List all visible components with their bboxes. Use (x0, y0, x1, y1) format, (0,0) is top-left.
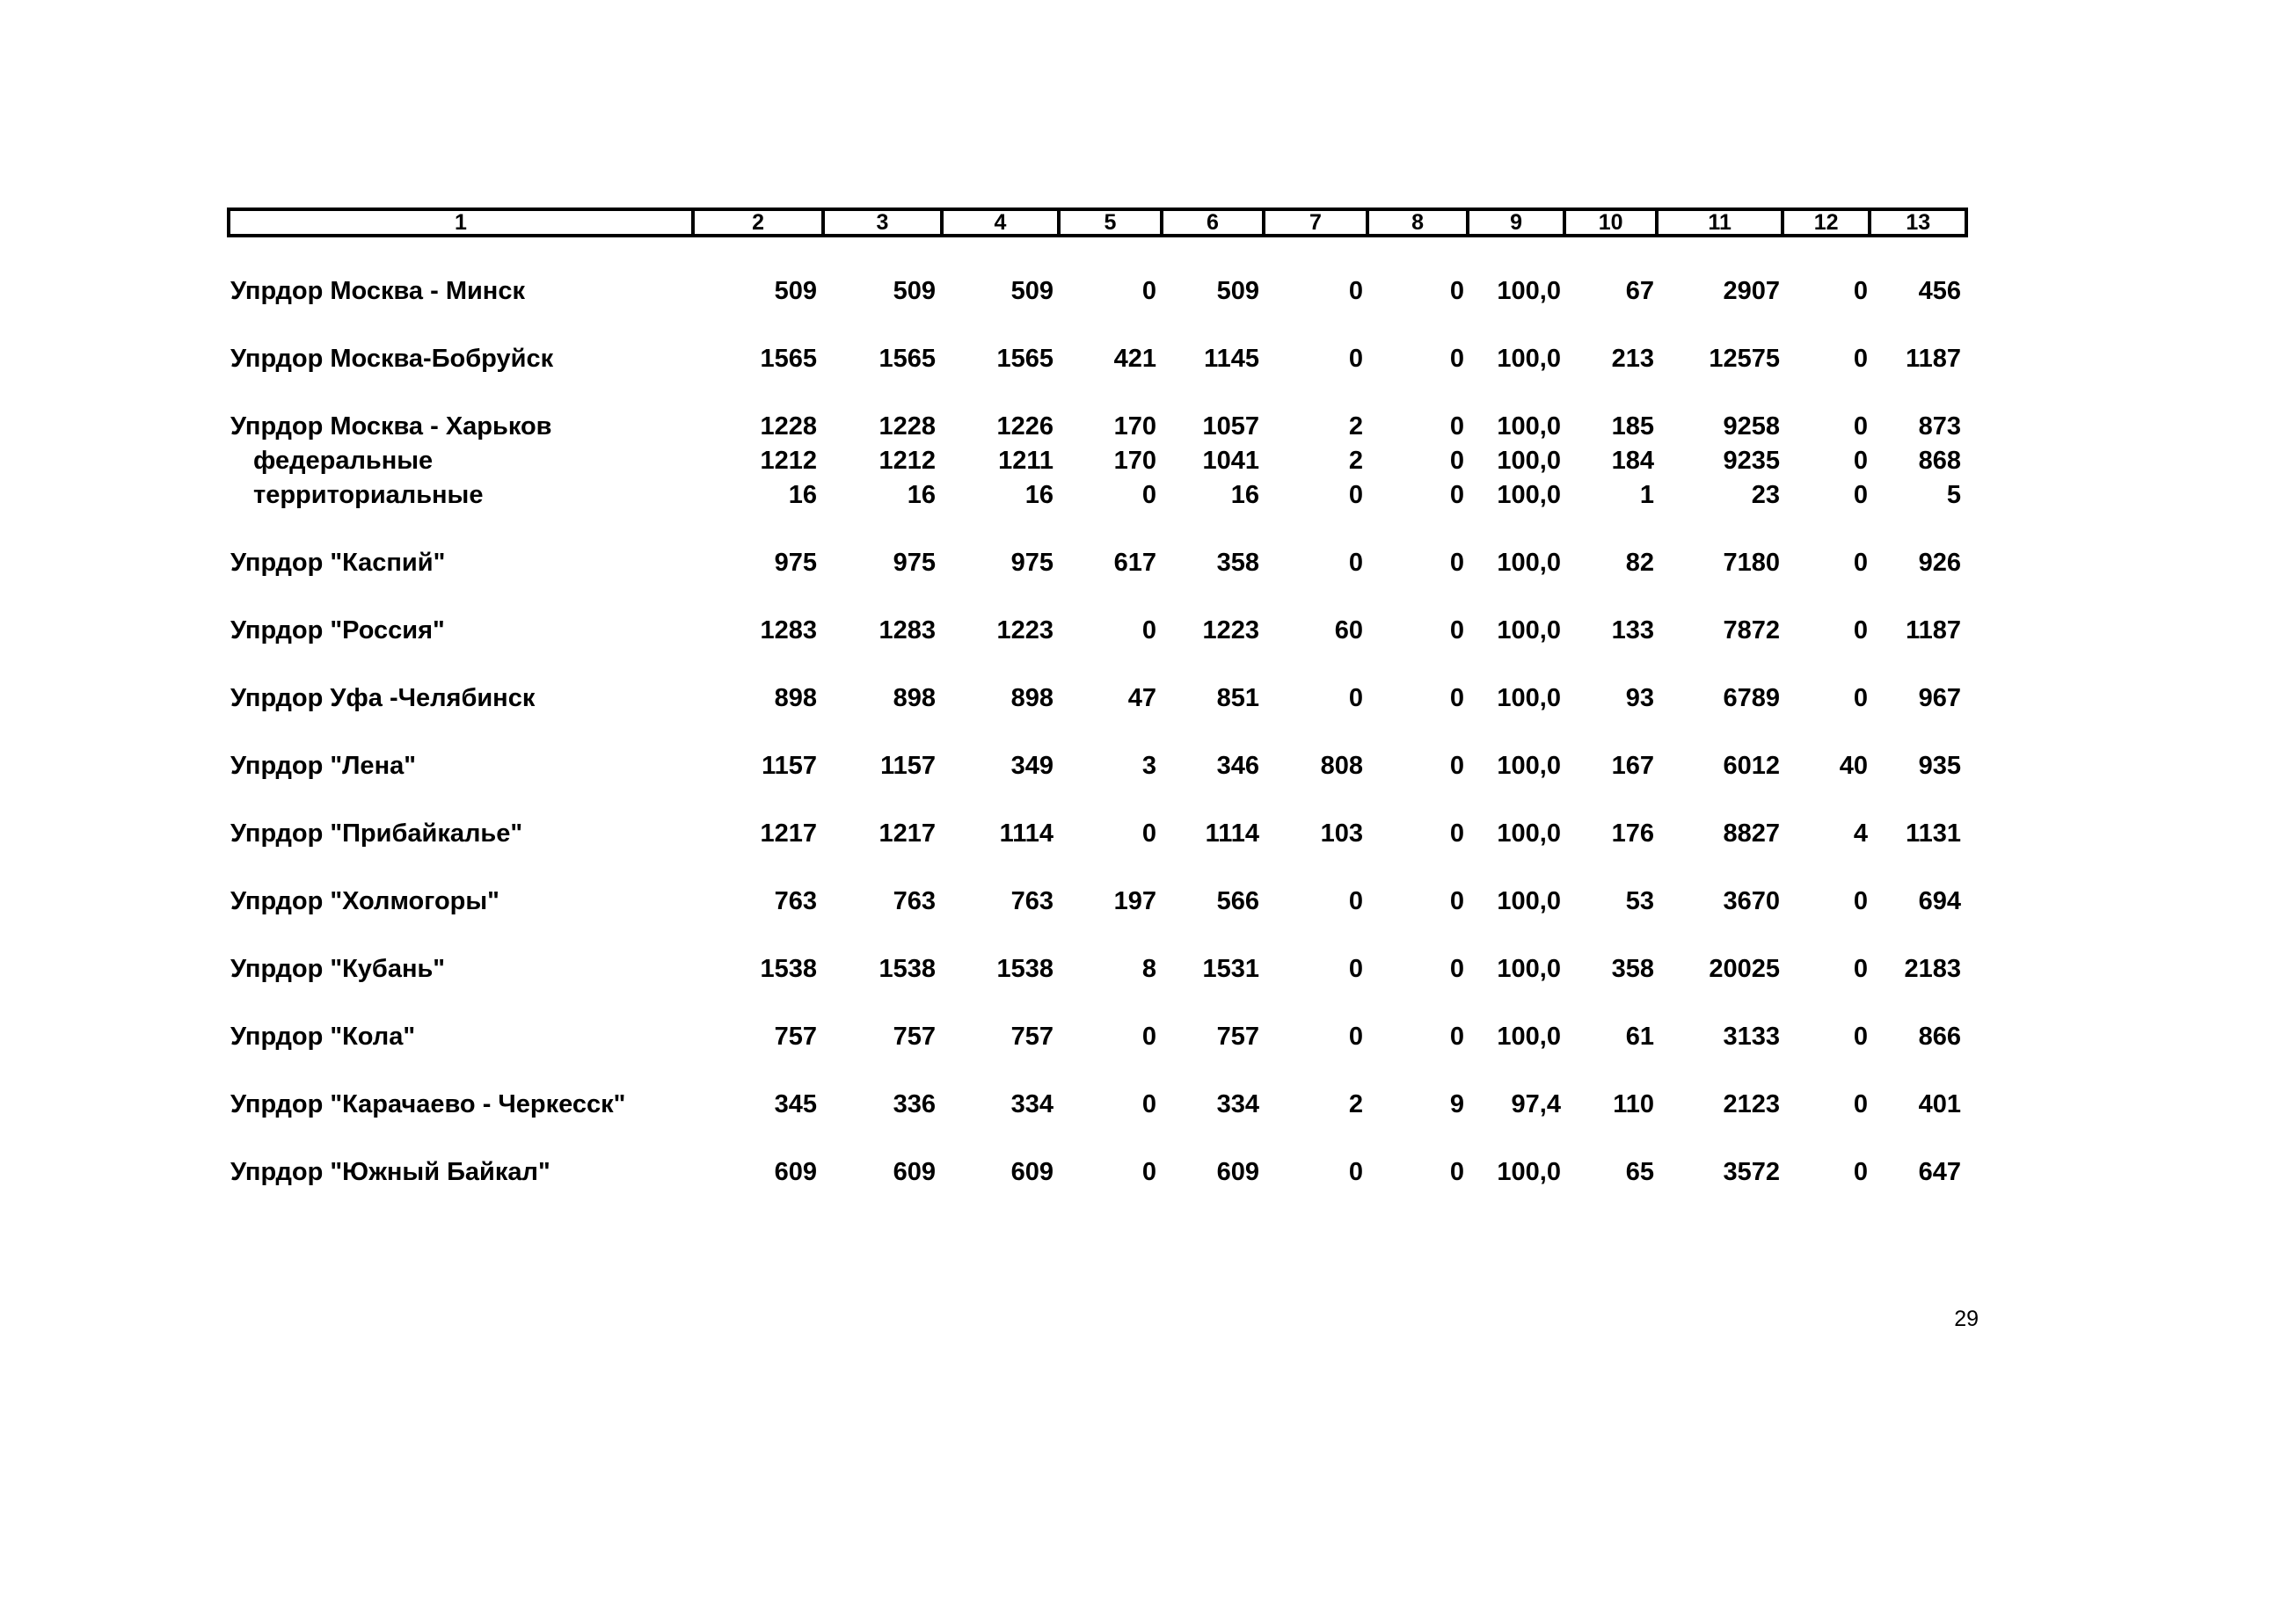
cell-col-7: 103 (1320, 819, 1363, 848)
cell-col-6: 346 (1216, 752, 1259, 780)
cell-col-2: 898 (774, 684, 817, 712)
cell-col-9: 100,0 (1497, 549, 1561, 577)
cell-col-13: 647 (1918, 1158, 1961, 1186)
cell-col-11: 8827 (1723, 819, 1780, 848)
header-col-6: 6 (1163, 211, 1266, 234)
row-label: Упрдор "Кола" (230, 1023, 416, 1051)
table-row (227, 817, 1968, 851)
cell-col-2: 609 (774, 1158, 817, 1186)
cell-col-9: 100,0 (1497, 481, 1561, 509)
cell-col-13: 935 (1918, 752, 1961, 780)
cell-col-9: 100,0 (1497, 345, 1561, 373)
cell-col-13: 5 (1946, 481, 1961, 509)
table-row (227, 1155, 1968, 1190)
cell-col-6: 1114 (1205, 819, 1259, 848)
table-row (227, 749, 1968, 783)
cell-col-13: 1187 (1906, 616, 1961, 645)
cell-col-7: 0 (1348, 1158, 1363, 1186)
cell-col-3: 1212 (879, 447, 936, 475)
cell-col-4: 509 (1010, 277, 1054, 305)
cell-col-6: 1145 (1204, 345, 1259, 373)
cell-col-12: 0 (1853, 887, 1868, 915)
row-label: Упрдор Москва - Минск (230, 277, 525, 305)
cell-col-8: 0 (1449, 481, 1464, 509)
cell-col-6: 566 (1216, 887, 1259, 915)
cell-col-10: 167 (1611, 752, 1654, 780)
cell-col-9: 100,0 (1497, 887, 1561, 915)
cell-col-13: 456 (1918, 277, 1961, 305)
cell-col-11: 6789 (1723, 684, 1780, 712)
cell-col-9: 100,0 (1497, 616, 1561, 645)
cell-col-12: 0 (1853, 481, 1868, 509)
cell-col-10: 213 (1611, 345, 1654, 373)
cell-col-8: 0 (1449, 1023, 1464, 1051)
cell-col-7: 0 (1348, 549, 1363, 577)
row-label: Упрдор Уфа -Челябинск (230, 684, 536, 712)
cell-col-11: 7180 (1723, 549, 1780, 577)
cell-col-12: 0 (1853, 412, 1868, 441)
cell-col-4: 757 (1010, 1023, 1054, 1051)
cell-col-5: 0 (1141, 1023, 1156, 1051)
cell-col-10: 82 (1625, 549, 1654, 577)
cell-col-8: 9 (1449, 1090, 1464, 1118)
table-row (227, 410, 1968, 444)
cell-col-2: 345 (774, 1090, 817, 1118)
cell-col-8: 0 (1449, 1158, 1464, 1186)
cell-col-3: 1157 (880, 752, 936, 780)
cell-col-10: 93 (1625, 684, 1654, 712)
table-row (227, 885, 1968, 919)
row-label: Упрдор "Лена" (230, 752, 416, 780)
cell-col-5: 47 (1127, 684, 1156, 712)
cell-col-11: 9235 (1723, 447, 1780, 475)
cell-col-2: 757 (774, 1023, 817, 1051)
column-number-header (227, 208, 1968, 237)
cell-col-5: 0 (1141, 616, 1156, 645)
cell-col-7: 2 (1348, 447, 1363, 475)
cell-col-4: 16 (1024, 481, 1054, 509)
cell-col-7: 2 (1348, 1090, 1363, 1118)
cell-col-7: 2 (1348, 412, 1363, 441)
table-row (227, 274, 1968, 309)
cell-col-9: 100,0 (1497, 412, 1561, 441)
cell-col-3: 1217 (879, 819, 936, 848)
cell-col-9: 100,0 (1497, 684, 1561, 712)
cell-col-12: 0 (1853, 955, 1868, 983)
cell-col-8: 0 (1449, 819, 1464, 848)
cell-col-6: 1531 (1202, 955, 1259, 983)
row-label: Упрдор Москва - Харьков (230, 412, 552, 441)
cell-col-5: 170 (1113, 447, 1156, 475)
cell-col-10: 61 (1625, 1023, 1654, 1051)
cell-col-5: 421 (1113, 345, 1156, 373)
cell-col-8: 0 (1449, 616, 1464, 645)
cell-col-6: 334 (1216, 1090, 1259, 1118)
cell-col-12: 0 (1853, 1090, 1868, 1118)
cell-col-12: 40 (1839, 752, 1868, 780)
cell-col-4: 609 (1010, 1158, 1054, 1186)
cell-col-4: 1226 (996, 412, 1054, 441)
row-label: Упрдор "Холмогоры" (230, 887, 499, 915)
cell-col-11: 6012 (1723, 752, 1780, 780)
cell-col-3: 1283 (879, 616, 936, 645)
cell-col-13: 967 (1918, 684, 1961, 712)
cell-col-11: 9258 (1723, 412, 1780, 441)
cell-col-7: 60 (1334, 616, 1363, 645)
header-col-11: 11 (1659, 211, 1783, 234)
cell-col-12: 0 (1853, 549, 1868, 577)
table-row (227, 546, 1968, 580)
cell-col-2: 1538 (760, 955, 817, 983)
cell-col-5: 0 (1141, 481, 1156, 509)
cell-col-3: 757 (893, 1023, 936, 1051)
cell-col-2: 1228 (760, 412, 817, 441)
cell-col-12: 0 (1853, 684, 1868, 712)
header-col-4: 4 (944, 211, 1061, 234)
cell-col-8: 0 (1449, 447, 1464, 475)
data-table-body (227, 264, 1968, 1190)
cell-col-13: 401 (1918, 1090, 1961, 1118)
cell-col-11: 3133 (1723, 1023, 1780, 1051)
cell-col-10: 133 (1611, 616, 1654, 645)
cell-col-6: 757 (1216, 1023, 1259, 1051)
cell-col-13: 1131 (1906, 819, 1961, 848)
cell-col-3: 1565 (879, 345, 936, 373)
cell-col-11: 20025 (1709, 955, 1780, 983)
cell-col-11: 3670 (1723, 887, 1780, 915)
row-label: Упрдор "Россия" (230, 616, 445, 645)
cell-col-6: 609 (1216, 1158, 1259, 1186)
cell-col-4: 1211 (998, 447, 1054, 475)
page-number: 29 (1954, 1307, 1979, 1331)
cell-col-8: 0 (1449, 752, 1464, 780)
cell-col-7: 0 (1348, 1023, 1363, 1051)
header-col-5: 5 (1061, 211, 1163, 234)
cell-col-6: 1041 (1202, 447, 1259, 475)
cell-col-3: 509 (893, 277, 936, 305)
cell-col-3: 898 (893, 684, 936, 712)
header-col-8: 8 (1369, 211, 1470, 234)
cell-col-9: 100,0 (1497, 1158, 1561, 1186)
cell-col-5: 197 (1113, 887, 1156, 915)
row-label: Упрдор Москва-Бобруйск (230, 345, 554, 373)
row-label: территориальные (253, 481, 484, 509)
row-label: Упрдор "Кубань" (230, 955, 446, 983)
cell-col-13: 2183 (1904, 955, 1961, 983)
cell-col-9: 100,0 (1497, 447, 1561, 475)
cell-col-9: 100,0 (1497, 277, 1561, 305)
cell-col-12: 4 (1853, 819, 1868, 848)
cell-col-3: 975 (893, 549, 936, 577)
table-row (227, 1020, 1968, 1054)
cell-col-8: 0 (1449, 549, 1464, 577)
cell-col-10: 110 (1613, 1090, 1654, 1118)
cell-col-6: 16 (1230, 481, 1259, 509)
cell-col-2: 16 (788, 481, 817, 509)
cell-col-11: 2123 (1723, 1090, 1780, 1118)
cell-col-5: 8 (1141, 955, 1156, 983)
cell-col-7: 0 (1348, 345, 1363, 373)
table-row (227, 614, 1968, 648)
cell-col-10: 53 (1625, 887, 1654, 915)
cell-col-10: 67 (1625, 277, 1654, 305)
cell-col-10: 65 (1625, 1158, 1654, 1186)
cell-col-2: 509 (774, 277, 817, 305)
cell-col-7: 0 (1348, 887, 1363, 915)
header-col-12: 12 (1784, 211, 1872, 234)
table-row (227, 444, 1968, 478)
cell-col-9: 100,0 (1497, 752, 1561, 780)
cell-col-5: 0 (1141, 277, 1156, 305)
cell-col-3: 609 (893, 1158, 936, 1186)
cell-col-3: 336 (893, 1090, 936, 1118)
cell-col-10: 184 (1611, 447, 1654, 475)
cell-col-2: 1217 (760, 819, 817, 848)
cell-col-5: 0 (1141, 1158, 1156, 1186)
cell-col-9: 100,0 (1497, 1023, 1561, 1051)
header-col-9: 9 (1469, 211, 1566, 234)
cell-col-5: 617 (1113, 549, 1156, 577)
cell-col-8: 0 (1449, 412, 1464, 441)
cell-col-5: 170 (1113, 412, 1156, 441)
row-label: Упрдор "Прибайкалье" (230, 819, 523, 848)
header-col-2: 2 (695, 211, 825, 234)
cell-col-6: 1223 (1202, 616, 1259, 645)
cell-col-2: 1157 (762, 752, 817, 780)
table-row (227, 342, 1968, 376)
table-row (227, 478, 1968, 513)
cell-col-11: 7872 (1723, 616, 1780, 645)
cell-col-10: 176 (1611, 819, 1654, 848)
cell-col-3: 763 (893, 887, 936, 915)
cell-col-4: 1565 (996, 345, 1054, 373)
cell-col-11: 23 (1751, 481, 1780, 509)
cell-col-12: 0 (1853, 345, 1868, 373)
cell-col-5: 0 (1141, 819, 1156, 848)
cell-col-13: 926 (1918, 549, 1961, 577)
header-col-10: 10 (1566, 211, 1659, 234)
cell-col-7: 0 (1348, 684, 1363, 712)
cell-col-12: 0 (1853, 1023, 1868, 1051)
cell-col-4: 1538 (996, 955, 1054, 983)
header-col-7: 7 (1265, 211, 1369, 234)
cell-col-2: 1283 (760, 616, 817, 645)
row-label: Упрдор "Карачаево - Черкесск" (230, 1090, 626, 1118)
cell-col-12: 0 (1853, 447, 1868, 475)
cell-col-11: 12575 (1709, 345, 1780, 373)
cell-col-8: 0 (1449, 887, 1464, 915)
cell-col-11: 2907 (1723, 277, 1780, 305)
cell-col-6: 1057 (1202, 412, 1259, 441)
cell-col-4: 898 (1010, 684, 1054, 712)
cell-col-4: 334 (1010, 1090, 1054, 1118)
cell-col-2: 1212 (760, 447, 817, 475)
cell-col-8: 0 (1449, 684, 1464, 712)
cell-col-10: 1 (1639, 481, 1654, 509)
cell-col-9: 100,0 (1497, 955, 1561, 983)
header-col-3: 3 (825, 211, 943, 234)
cell-col-5: 3 (1141, 752, 1156, 780)
cell-col-12: 0 (1853, 1158, 1868, 1186)
cell-col-6: 358 (1216, 549, 1259, 577)
cell-col-5: 0 (1141, 1090, 1156, 1118)
cell-col-12: 0 (1853, 277, 1868, 305)
cell-col-13: 866 (1918, 1023, 1961, 1051)
row-label: Упрдор "Каспий" (230, 549, 446, 577)
cell-col-2: 1565 (760, 345, 817, 373)
cell-col-2: 763 (774, 887, 817, 915)
cell-col-8: 0 (1449, 345, 1464, 373)
cell-col-6: 509 (1216, 277, 1259, 305)
cell-col-13: 873 (1918, 412, 1961, 441)
cell-col-4: 349 (1010, 752, 1054, 780)
cell-col-7: 0 (1348, 481, 1363, 509)
cell-col-7: 0 (1348, 277, 1363, 305)
row-label: Упрдор "Южный Байкал" (230, 1158, 550, 1186)
cell-col-13: 1187 (1906, 345, 1961, 373)
cell-col-3: 16 (907, 481, 936, 509)
cell-col-2: 975 (774, 549, 817, 577)
table-row (227, 681, 1968, 716)
cell-col-4: 975 (1010, 549, 1054, 577)
header-col-1: 1 (230, 211, 695, 234)
row-label: федеральные (253, 447, 434, 475)
cell-col-8: 0 (1449, 955, 1464, 983)
cell-col-8: 0 (1449, 277, 1464, 305)
cell-col-9: 100,0 (1497, 819, 1561, 848)
cell-col-10: 185 (1611, 412, 1654, 441)
cell-col-7: 0 (1348, 955, 1363, 983)
cell-col-13: 868 (1918, 447, 1961, 475)
cell-col-4: 1223 (996, 616, 1054, 645)
header-col-13: 13 (1906, 210, 1931, 235)
cell-col-13: 694 (1918, 887, 1961, 915)
cell-col-4: 763 (1010, 887, 1054, 915)
cell-col-12: 0 (1853, 616, 1868, 645)
cell-col-3: 1228 (879, 412, 936, 441)
cell-col-10: 358 (1611, 955, 1654, 983)
cell-col-3: 1538 (879, 955, 936, 983)
cell-col-11: 3572 (1723, 1158, 1780, 1186)
cell-col-6: 851 (1216, 684, 1259, 712)
cell-col-7: 808 (1320, 752, 1363, 780)
table-row (227, 952, 1968, 987)
table-row (227, 1088, 1968, 1122)
cell-col-9: 97,4 (1511, 1090, 1561, 1118)
cell-col-4: 1114 (999, 819, 1054, 848)
